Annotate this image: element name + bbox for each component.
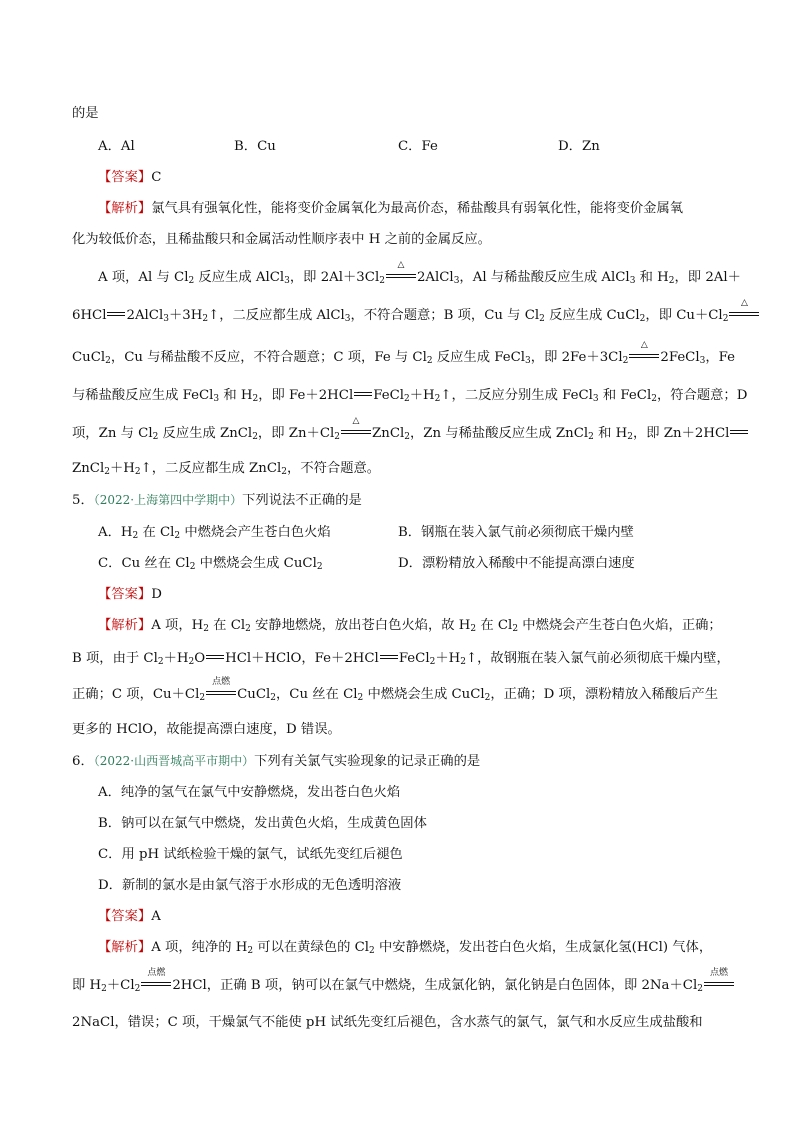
q6-option-b: B．钠可以在氯气中燃烧，发出黄色火焰，生成黄色固体	[98, 816, 427, 831]
q5-source: （2022·上海第四中学期中）	[93, 493, 243, 507]
answer-value: A	[151, 909, 161, 924]
ignite-condition-arrow: 点燃	[206, 687, 236, 702]
q6-option-c: C．用 pH 试纸检验干燥的氯气，试纸先变红后褪色	[98, 847, 403, 862]
q5-analysis-line-3: 正确；C 项，$Cu+Cl_2$ 点燃 CuCl$_2$，Cu 丝在 $Cl_2$ 中燃烧会生成 CuCl$_2$，正确；D 项，漂粉精放入稀酸后产生	[72, 677, 719, 703]
answer-label: 【答案】	[98, 909, 152, 924]
heat-condition-arrow: △	[386, 270, 416, 285]
q4-analysis-line-2: 化为较低价态，且稀盐酸只和金属活动性顺序表中 H 之前的金属反应。	[72, 232, 491, 247]
q4-answer	[98, 166, 161, 185]
answer-label: 【答案】	[98, 587, 152, 602]
q4-detail-line-1: A 项，Al 与 $Cl_2$ 反应生成 AlCl$_3$，即 $2Al+3Cl_2$ △ 2AlCl$_3$，Al 与稀盐酸反应生成 AlCl$_3$ 和 $H_2$，即 2Al＋	[98, 260, 741, 286]
ignite-condition-arrow: 点燃	[141, 978, 171, 993]
q6-analysis-line-1: 【解析】A 项，纯净的 $H_2$ 可以在黄绿色的 $Cl_2$ 中安静燃烧，发出苍白色火焰，生成氯化氢(HCl) 气体，	[98, 940, 713, 956]
q5-answer	[98, 583, 162, 602]
q4-analysis-line-1	[98, 197, 683, 216]
q5-option-b: B．钢瓶在装入氯气前必须彻底干燥内壁	[398, 525, 634, 540]
q4-option-c: C．Fe	[398, 139, 438, 154]
q4-detail-line-3: CuCl$_2$，Cu 与稀盐酸不反应，不符合题意；C 项，Fe 与 $Cl_2$ 反应生成 FeCl$_3$，即 $2Fe+3Cl_2$ △ 2FeCl$_3$，Fe	[72, 340, 736, 366]
answer-value: D	[151, 587, 162, 602]
q6-answer	[98, 905, 161, 924]
heat-condition-arrow: △	[629, 350, 659, 365]
q4-detail-line-6: $ZnCl_2+H_2↑$，二反应都生成 ZnCl$_2$，不符合题意。	[72, 461, 381, 477]
analysis-label: 【解析】	[98, 940, 152, 955]
answer-label: 【答案】	[98, 170, 152, 185]
q4-detail-line-4: 与稀盐酸反应生成 FeCl$_3$ 和 $H_2$，即 Fe＋2HCl $FeCl_2+H_2↑$，二反应分别生成 FeCl$_3$ 和 FeCl$_2$，符合题意；D	[72, 388, 748, 404]
q5-option-a: A．$H_2$ 在 $Cl_2$ 中燃烧会产生苍白色火焰	[98, 525, 331, 541]
q4-detail-line-2: 6HCl $2AlCl_3+3H_2↑$，二反应都生成 AlCl$_3$，不符合题意；B 项，Cu 与 $Cl_2$ 反应生成 CuCl$_2$，即 $Cu+Cl_2$ △	[72, 304, 760, 323]
q5-analysis-line-1: 【解析】A 项，$H_2$ 在 $Cl_2$ 安静地燃烧，放出苍白色火焰，故 $H_2$ 在 $Cl_2$ 中燃烧会产生苍白色火焰，正确；	[98, 618, 722, 634]
q4-option-a: A．Al	[98, 139, 135, 154]
heat-condition-arrow: △	[341, 426, 371, 441]
q5-stem: 5．（2022·上海第四中学期中）下列说法不正确的是	[72, 493, 362, 508]
q5-analysis-line-4: 更多的 HClO，故能提高漂白速度，D 错误。	[72, 722, 341, 737]
q6-analysis-line-3: 2NaCl，错误；C 项，干燥氯气不能使 pH 试纸先变红后褪色，含水蒸气的氯气，氯气和水反应生成盐酸和	[72, 1015, 703, 1030]
q6-option-a: A．纯净的氢气在氯气中安静燃烧，发出苍白色火焰	[98, 785, 401, 800]
q5-option-c: C．Cu 丝在 $Cl_2$ 中燃烧会生成 CuCl$_2$	[98, 556, 323, 572]
q6-analysis-line-2: 即 $H_2+Cl_2$ 点燃 2HCl，正确 B 项，钠可以在氯气中燃烧，生成氯化钠，氯化钠是白色固体，即 $2Na+Cl_2$ 点燃	[72, 974, 735, 993]
analysis-label: 【解析】	[98, 201, 152, 216]
q6-stem: 6．（2022·山西晋城高平市期中）下列有关氯气实验现象的记录正确的是	[72, 754, 481, 769]
heat-condition-arrow: △	[729, 308, 759, 323]
q5-option-d: D．漂粉精放入稀酸中不能提高漂白速度	[398, 556, 635, 571]
q4-option-b: B．Cu	[234, 139, 276, 154]
q6-option-d: D．新制的氯水是由氯气溶于水形成的无色透明溶液	[98, 878, 402, 893]
q6-source: （2022·山西晋城高平市期中）	[93, 754, 255, 768]
answer-value: C	[151, 170, 162, 185]
analysis-text: 氯气具有强氧化性，能将变价金属氧化为最高价态，稀盐酸具有弱氧化性，能将变价金属氧	[151, 201, 684, 216]
q5-analysis-line-2: B 项，由于 $Cl_2+H_2O$ HCl＋HClO，Fe＋2HCl $FeCl_2+H_2↑$，故钢瓶在装入氯气前必须彻底干燥内壁，	[72, 651, 730, 667]
ignite-condition-arrow: 点燃	[704, 978, 734, 993]
analysis-label: 【解析】	[98, 618, 152, 633]
q4-option-d: D．Zn	[558, 139, 600, 154]
q4-stem-tail: 的是	[72, 106, 99, 121]
q4-detail-line-5: 项，Zn 与 $Cl_2$ 反应生成 ZnCl$_2$，即 $Zn+Cl_2$ △ ZnCl$_2$，Zn 与稀盐酸反应生成 ZnCl$_2$ 和 $H_2$，即 Zn＋2HCl	[72, 422, 749, 441]
